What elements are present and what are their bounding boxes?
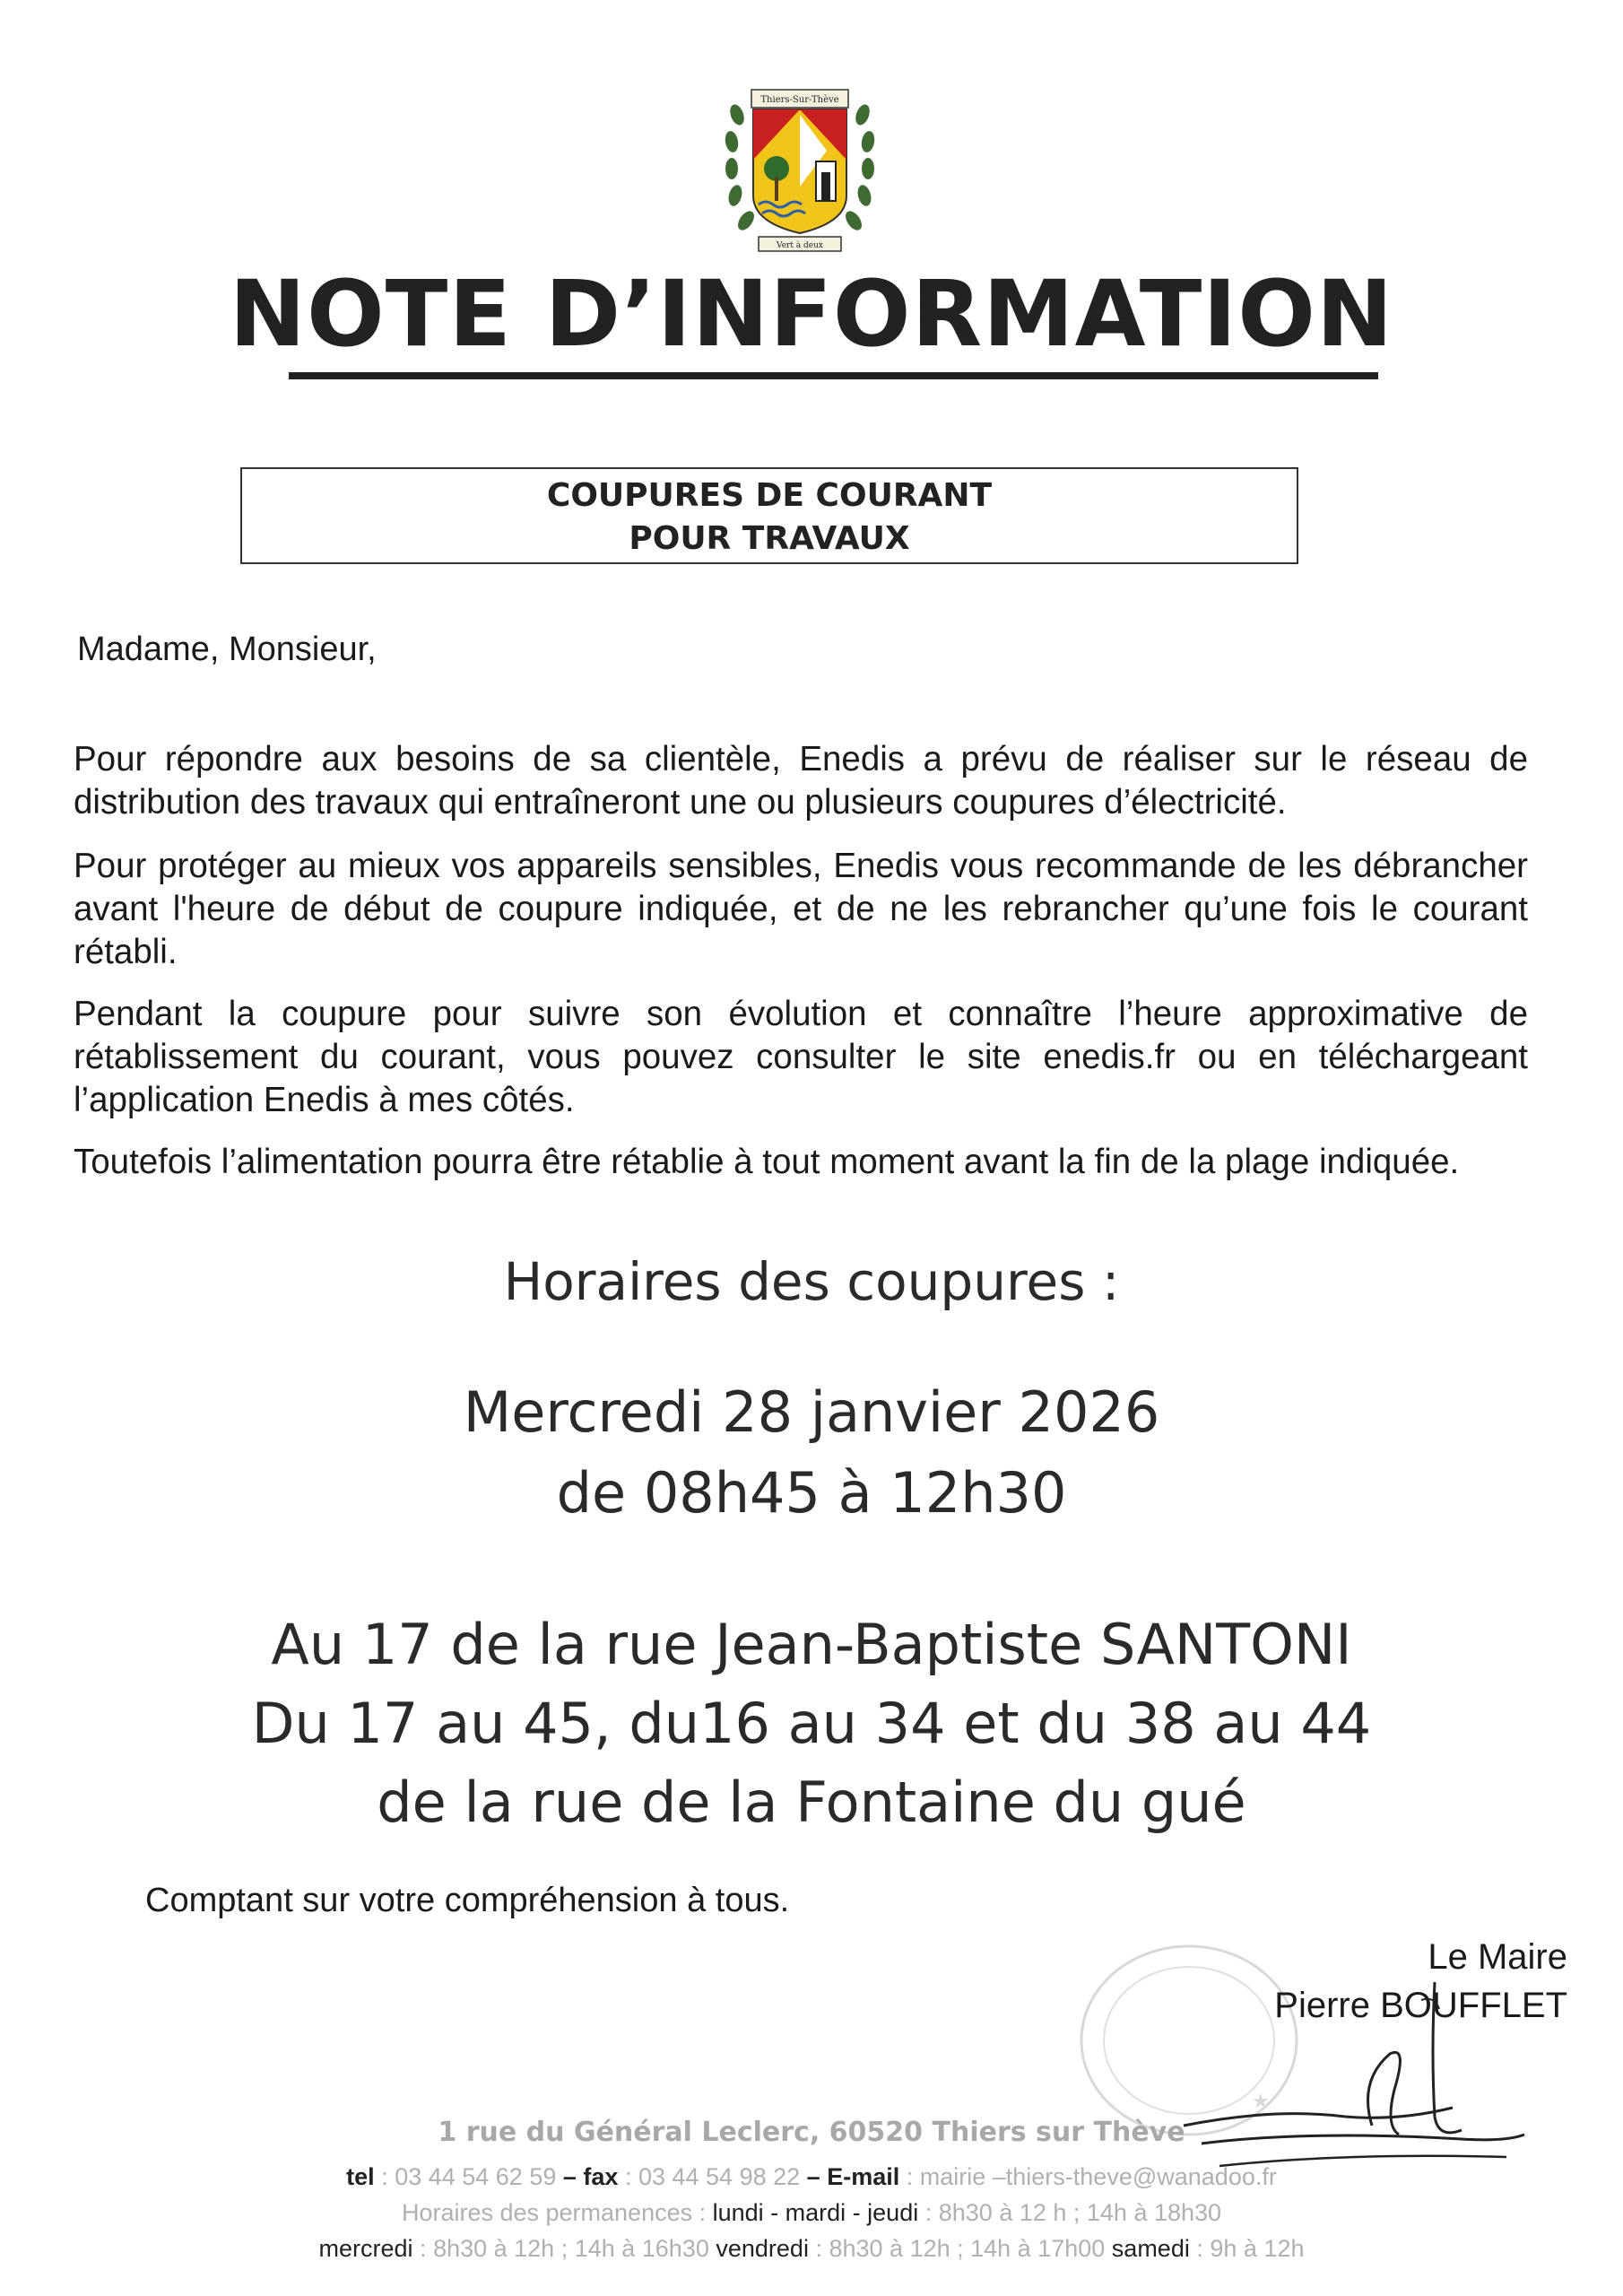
hours-day-wednesday: mercredi [318, 2235, 413, 2262]
hours-days-1: lundi - mardi - jeudi [712, 2199, 919, 2226]
paragraph-works: Pour répondre aux besoins de sa clientèle, Enedis a prévu de réaliser sur le réseau de distribution des travaux qui entraîneront une ou plusieurs coupures d’électricité. [74, 740, 1528, 822]
signatory-role: Le Maire [1428, 1937, 1567, 1977]
address-line-3: de la rue de la Fontaine du gué [377, 1770, 1246, 1835]
crest-banner-text: Thiers-Sur-Thève [760, 95, 839, 105]
paragraph-protect-devices: Pour protéger au mieux vos appareils sensibles, Enedis vous recommande de les débrancher avant l'heure de début de coupure indiquée, et de ne les rebrancher qu’une fois le courant rétabli. [74, 847, 1528, 971]
address-line-1: Au 17 de la rue Jean-Baptiste SANTONI [271, 1612, 1352, 1677]
schedule-date: Mercredi 28 janvier 2026 [463, 1379, 1160, 1445]
schedule-time: de 08h45 à 12h30 [556, 1460, 1067, 1526]
fax-label: fax [583, 2163, 619, 2190]
title-underline [289, 372, 1378, 379]
footer-address: 1 rue du Général Leclerc, 60520 Thiers sur Thève [438, 2117, 1185, 2148]
hours-time-friday: 8h30 à 12h ; 14h à 17h00 [829, 2235, 1106, 2262]
tel-number[interactable]: 03 44 54 62 59 [395, 2163, 557, 2190]
paragraph-follow-outage: Pendant la coupure pour suivre son évolution et connaître l’heure approximative de rétablissement du courant, vous pouvez consulter le site enedis.fr ou en téléchargeant l’application Enedis à mes côtés. [74, 995, 1528, 1119]
hours-time-1: 8h30 à 12 h ; 14h à 18h30 [938, 2199, 1222, 2226]
subject-line-2: POUR TRAVAUX [629, 520, 910, 557]
address-line-2: Du 17 au 45, du16 au 34 et du 38 au 44 [251, 1691, 1372, 1756]
footer-contact: tel : 03 44 54 62 59 – fax : 03 44 54 98 22 – E-mail : mairie –thiers-theve@wanadoo.fr [346, 2163, 1277, 2190]
laurel-right-icon [842, 102, 876, 233]
subject-line-1: COUPURES DE COURANT [546, 477, 993, 514]
salutation: Madame, Monsieur, [77, 631, 377, 668]
hours-time-saturday: 9h à 12h [1210, 2235, 1305, 2262]
tel-label: tel [346, 2163, 375, 2190]
email-address[interactable]: mairie –thiers-theve@wanadoo.fr [919, 2163, 1277, 2190]
footer-hours-line-1: Horaires des permanences : lundi - mardi - jeudi : 8h30 à 12 h ; 14h à 18h30 [401, 2199, 1222, 2226]
closing-line: Comptant sur votre compréhension à tous. [145, 1882, 790, 1919]
handwritten-signature [1166, 1973, 1542, 2179]
schedule-heading: Horaires des coupures : [503, 1251, 1120, 1312]
footer-hours-line-2: mercredi : 8h30 à 12h ; 14h à 16h30 vendredi : 8h30 à 12h ; 14h à 17h00 samedi : 9h à 12h [318, 2235, 1305, 2262]
hours-day-saturday: samedi [1111, 2235, 1190, 2262]
hours-time-wednesday: 8h30 à 12h ; 14h à 16h30 [433, 2235, 709, 2262]
laurel-left-icon [724, 102, 758, 233]
affected-addresses [0, 1605, 1623, 1842]
schedule-datetime [0, 1372, 1623, 1534]
hours-label: Horaires des permanences : [401, 2199, 707, 2226]
town-crest-logo [719, 79, 881, 258]
crest-motto-text: Vert à deux [777, 241, 823, 250]
email-label: E-mail [827, 2163, 900, 2190]
paragraph-early-restore: Toutefois l’alimentation pourra être rétablie à tout moment avant la fin de la plage indiquée. [74, 1143, 1460, 1181]
svg-text:★: ★ [1252, 2091, 1270, 2113]
page-title: NOTE D’INFORMATION [229, 261, 1394, 368]
hours-day-friday: vendredi [716, 2235, 809, 2262]
fax-number: 03 44 54 98 22 [638, 2163, 801, 2190]
subject-box [240, 467, 1298, 564]
signatory-name: Pierre BOUFFLET [1274, 1986, 1567, 2025]
